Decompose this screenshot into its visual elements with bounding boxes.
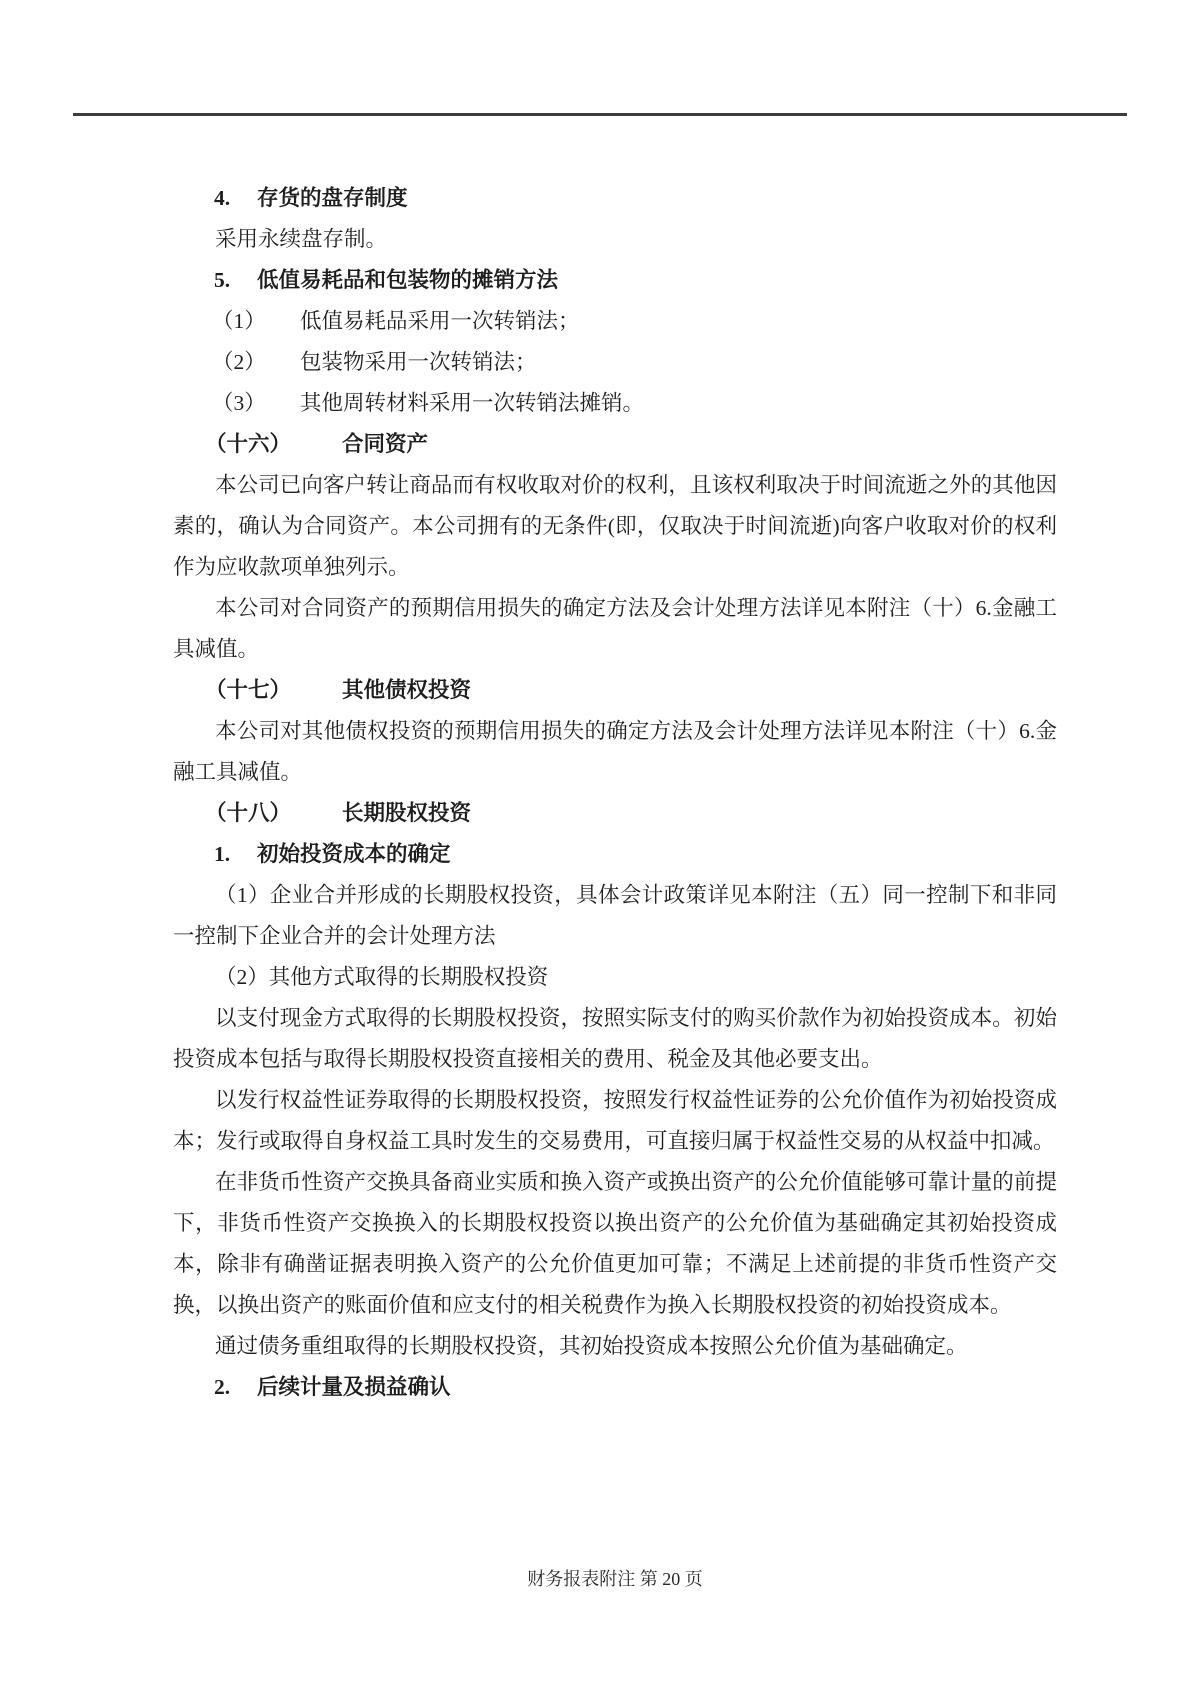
- heading-16-contract-assets: [173, 424, 1057, 465]
- para-contract-assets-definition: 本公司已向客户转让商品而有权收取对价的权利，且该权利取决于时间流逝之外的其他因素的，确认为合同资产。本公司拥有的无条件(即，仅取决于时间流逝)向客户收取对价的权利作为应收款项单独列示。: [173, 473, 1057, 579]
- document-body: [173, 176, 1057, 1408]
- para-debt-restructuring: 通过债务重组取得的长期股权投资，其初始投资成本按照公允价值为基础确定。: [215, 1334, 968, 1358]
- section-number: （十八）: [205, 801, 292, 825]
- heading-2-subsequent-measurement: [173, 1367, 1057, 1408]
- heading-number: 2.: [214, 1375, 231, 1399]
- list-item-number: （2）: [212, 350, 266, 374]
- section-number: （十六）: [205, 432, 292, 456]
- page-footer: [173, 1564, 1057, 1594]
- para-contract-assets-ecl: 本公司对合同资产的预期信用损失的确定方法及会计处理方法详见本附注（十）6.金融工具减值。: [173, 596, 1057, 661]
- para-equity-securities-issuance: 以发行权益性证券取得的长期股权投资，按照发行权益性证券的公允价值作为初始投资成本；发行或取得自身权益工具时发生的交易费用，可直接归属于权益性交易的从权益中扣减。: [173, 1088, 1057, 1153]
- list-item-number: （3）: [212, 391, 266, 415]
- para-other-acquisition-methods: （2）其他方式取得的长期股权投资: [215, 965, 549, 989]
- heading-text: 后续计量及损益确认: [257, 1375, 451, 1399]
- heading-number: 5.: [214, 268, 231, 292]
- header-rule: [73, 113, 1127, 116]
- list-item-number: （1）: [212, 309, 266, 333]
- heading-17-other-debt-investments: [173, 670, 1057, 711]
- heading-text: 存货的盘存制度: [257, 186, 408, 210]
- section-title: 长期股权投资: [342, 801, 472, 825]
- heading-number: 4.: [214, 186, 231, 210]
- page-footer-text: 财务报表附注 第 20 页: [527, 1569, 703, 1589]
- list-item-text: 低值易耗品采用一次转销法；: [300, 309, 580, 333]
- list-item-text: 其他周转材料采用一次转销法摊销。: [300, 391, 645, 415]
- heading-5-amortization-method: [173, 260, 1057, 301]
- list-item-3-other-turnover-materials: [173, 383, 1057, 424]
- heading-text: 初始投资成本的确定: [257, 842, 451, 866]
- heading-18-long-term-equity-investment: [173, 793, 1057, 834]
- para-business-combination: （1）企业合并形成的长期股权投资，具体会计政策详见本附注（五）同一控制下和非同一控制下企业合并的会计处理方法: [173, 883, 1057, 948]
- list-item-text: 包装物采用一次转销法；: [300, 350, 537, 374]
- list-item-2-packaging: [173, 342, 1057, 383]
- heading-4-inventory-system: [173, 178, 1057, 219]
- para-perpetual-inventory: 采用永续盘存制。: [215, 227, 388, 251]
- list-item-1-low-value-consumables: [173, 301, 1057, 342]
- heading-1-initial-investment-cost: [173, 834, 1057, 875]
- section-title: 合同资产: [342, 432, 429, 456]
- heading-number: 1.: [214, 842, 231, 866]
- section-title: 其他债权投资: [342, 678, 472, 702]
- section-number: （十七）: [205, 678, 292, 702]
- heading-text: 低值易耗品和包装物的摊销方法: [257, 268, 559, 292]
- para-non-monetary-asset-exchange: 在非货币性资产交换具备商业实质和换入资产或换出资产的公允价值能够可靠计量的前提下，非货币性资产交换换入的长期股权投资以换出资产的公允价值为基础确定其初始投资成本，除非有确凿证据表明换入资产的公允价值更加可靠；不满足上述前提的非货币性资产交换，以换出资产的账面价值和应支付的相关税费作为换入长期股权投资的初始投资成本。: [173, 1170, 1057, 1317]
- para-other-debt-investments-ecl: 本公司对其他债权投资的预期信用损失的确定方法及会计处理方法详见本附注（十）6.金融工具减值。: [173, 719, 1057, 784]
- para-cash-payment: 以支付现金方式取得的长期股权投资，按照实际支付的购买价款作为初始投资成本。初始投资成本包括与取得长期股权投资直接相关的费用、税金及其他必要支出。: [173, 1006, 1057, 1071]
